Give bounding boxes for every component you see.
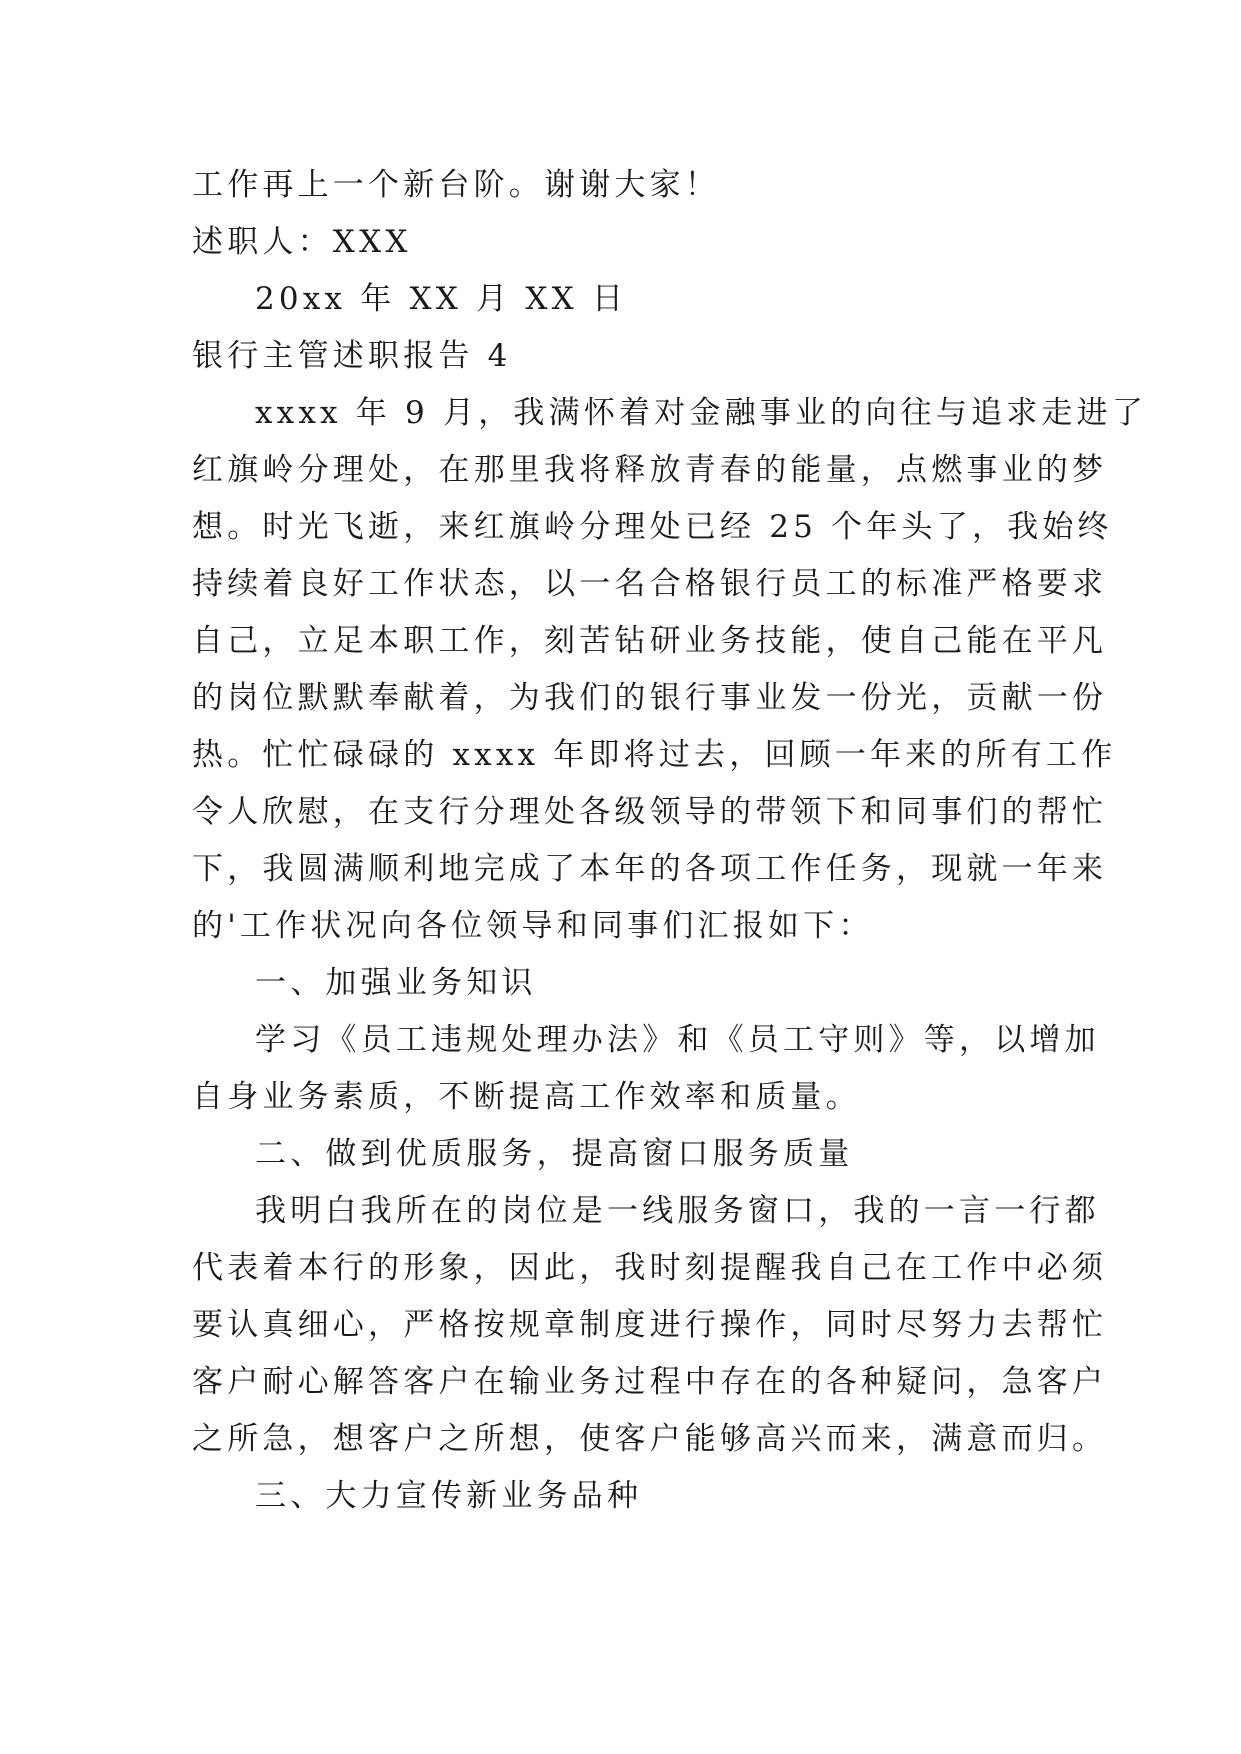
paragraph-line: 热。忙忙碌碌的 xxxx 年即将过去，回顾一年来的所有工作: [192, 737, 1117, 773]
paragraph-line: 代表着本行的形象，因此，我时刻提醒我自己在工作中必须: [192, 1250, 1108, 1286]
section-heading-2: 二、做到优质服务，提高窗口服务质量: [255, 1136, 854, 1172]
paragraph-line: 下，我圆满顺利地完成了本年的各项工作任务，现就一年来: [192, 851, 1108, 887]
closing-line: 工作再上一个新台阶。谢谢大家！: [192, 167, 720, 203]
paragraph-line: 的岗位默默奉献着，为我们的银行事业发一份光，贡献一份: [192, 680, 1108, 716]
paragraph-line: 红旗岭分理处，在那里我将释放青春的能量，点燃事业的梦: [192, 452, 1108, 488]
report-title: 银行主管述职报告 4: [192, 338, 512, 374]
paragraph-line: 学习《员工违规处理办法》和《员工守则》等，以增加: [255, 1022, 1100, 1058]
section-heading-1: 一、加强业务知识: [255, 965, 537, 1001]
paragraph-line: 自身业务素质，不断提高工作效率和质量。: [192, 1079, 861, 1115]
date-line: 20xx 年 XX 月 XX 日: [255, 281, 628, 317]
paragraph-line: 令人欣慰，在支行分理处各级领导的带领下和同事们的帮忙: [192, 794, 1108, 830]
paragraph-line: 自己，立足本职工作，刻苦钻研业务技能，使自己能在平凡: [192, 623, 1108, 659]
paragraph-line: 要认真细心，严格按规章制度进行操作，同时尽努力去帮忙: [192, 1307, 1108, 1343]
reporter-line: 述职人：XXX: [192, 224, 412, 260]
paragraph-line: 我明白我所在的岗位是一线服务窗口，我的一言一行都: [255, 1193, 1100, 1229]
paragraph-line: xxxx 年 9 月，我满怀着对金融事业的向往与追求走进了: [255, 395, 1148, 431]
paragraph-line: 的'工作状况向各位领导和同事们汇报如下：: [192, 908, 874, 944]
paragraph-line: 之所急，想客户之所想，使客户能够高兴而来，满意而归。: [192, 1421, 1108, 1457]
paragraph-line: 持续着良好工作状态，以一名合格银行员工的标准严格要求: [192, 566, 1108, 602]
section-heading-3: 三、大力宣传新业务品种: [255, 1478, 643, 1514]
paragraph-line: 客户耐心解答客户在输业务过程中存在的各种疑问，急客户: [192, 1364, 1108, 1400]
paragraph-line: 想。时光飞逝，来红旗岭分理处已经 25 个年头了，我始终: [192, 509, 1113, 545]
